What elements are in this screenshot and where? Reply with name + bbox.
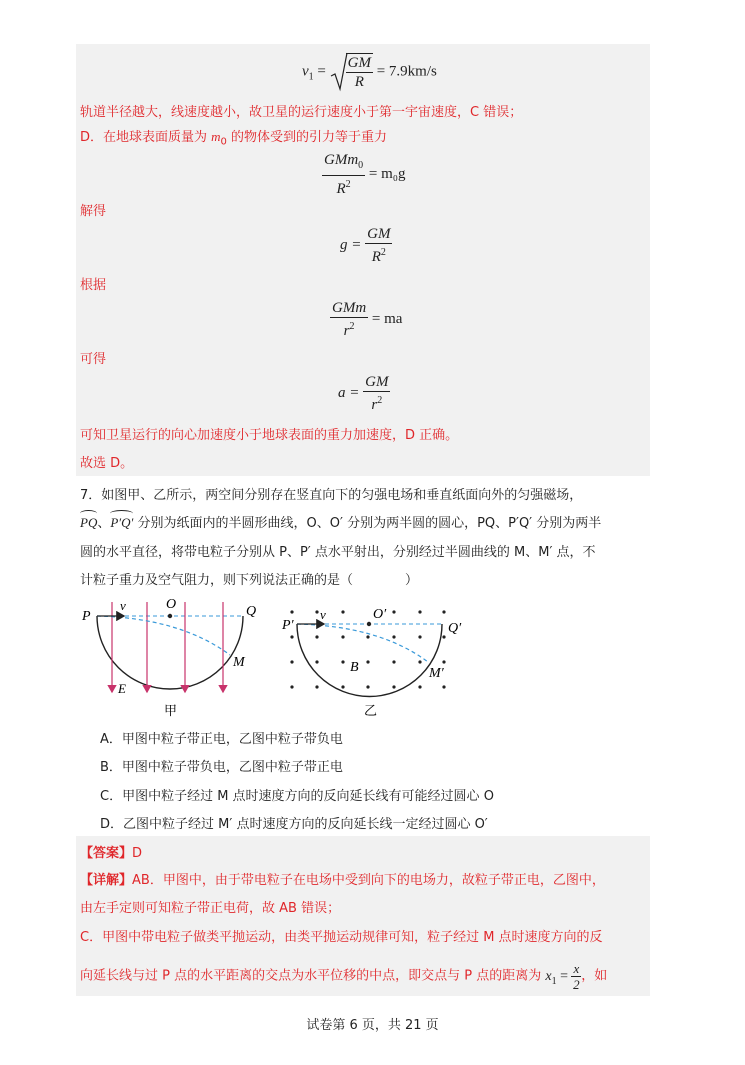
label-m: M xyxy=(233,655,245,670)
label-p: P xyxy=(82,609,91,624)
trajectory-jia xyxy=(97,616,230,655)
label-v-yi: v xyxy=(320,607,326,622)
equation-g: g = $\frac{GM}{R^2}$ xyxy=(340,226,391,265)
equation-ma: $\frac{\text{GMm}}{r^2}$ = ma xyxy=(332,300,403,339)
answer-tag: 【答案】 xyxy=(80,846,133,861)
equation-gravity-rhs: = m₀g xyxy=(368,165,406,182)
center-o-prime xyxy=(367,622,371,626)
caption-yi: 乙 xyxy=(364,704,378,719)
physics-figure xyxy=(0,592,745,722)
text-conclusion: 可知卫星运行的向心加速度小于地球表面的重力加速度，D 正确。 xyxy=(80,428,459,443)
detail-line-2: 由左手定则可知粒子带正电荷，故 AB 错误； xyxy=(80,901,341,916)
label-q-prime: Q′ xyxy=(448,621,462,636)
text-according: 根据 xyxy=(80,278,107,293)
figure-jia xyxy=(81,597,256,719)
label-o-prime: O′ xyxy=(373,607,387,622)
semicircle-pq xyxy=(97,616,243,689)
text-orbit: 轨道半径越大，线速度越小，故卫星的运行速度小于第一宇宙速度，C 错误； xyxy=(80,105,523,120)
label-p-prime: P′ xyxy=(282,618,294,633)
option-d: D．乙图中粒子经过 M′ 点时速度方向的反向延长线一定经过圆心 O′ xyxy=(100,817,488,832)
label-q: Q xyxy=(246,604,257,619)
figure-yi xyxy=(281,607,462,719)
trajectory-yi xyxy=(297,624,428,662)
detail-line-3: C．甲图中带电粒子做类平抛运动，由类平抛运动规律可知，粒子经过 M 点时速度方向的反 xyxy=(80,930,603,945)
equation-ma-rhs: = ma xyxy=(371,310,403,327)
option-a: A．甲图中粒子带正电，乙图中粒子带负电 xyxy=(100,732,343,747)
detail-tag: 【详解】 xyxy=(80,873,133,888)
text-d-post: 的物体受到的引力等于重力 xyxy=(226,130,388,145)
question-line-2: PQ、P′Q′ 分别为纸面内的半圆形曲线，O、O′ 分别为两半圆的圆心，PQ、P′Q′ 分别为两半 xyxy=(80,515,602,531)
answer-line xyxy=(80,842,142,861)
detail-text-4: 向延长线与过 P 点的水平距离的交点为水平位移的中点，即交点与 P 点的距离为 xyxy=(80,968,542,984)
arc-p-prime-q-prime: P′Q′ xyxy=(110,515,134,530)
detail-text-1: AB．甲图中，由于带电粒子在电场中受到向下的电场力，故粒子带正电，乙图中， xyxy=(132,873,605,888)
page-footer: 试卷第 6 页，共 21 页 xyxy=(306,1018,439,1033)
detail-line-4 xyxy=(80,961,607,992)
equation-a-lhs: a = xyxy=(338,384,360,401)
text-obtain: 可得 xyxy=(80,352,107,367)
arc-pq: PQ xyxy=(80,515,98,530)
label-m-prime: M′ xyxy=(429,666,444,681)
question-line-3: 圆的水平直径，将带电粒子分别从 P、P′ 点水平射出，分别经过半圆曲线的 M、M′ 点，不 xyxy=(80,545,596,560)
label-o: O xyxy=(166,597,177,612)
label-e: E xyxy=(118,681,126,696)
text-option-d-intro: D．在地球表面质量为 $m_0$ 的物体受到的引力等于重力 xyxy=(80,129,388,148)
question-line-1: 7．如图甲、乙所示，两空间分别存在竖直向下的匀强电场和垂直纸面向外的匀强磁场， xyxy=(80,488,583,503)
text-choose: 故选 D。 xyxy=(80,456,134,471)
text-solve: 解得 xyxy=(80,204,107,219)
detail-text-4-tail: ，如 xyxy=(581,968,608,984)
detail-line-1 xyxy=(80,869,605,888)
label-v-jia: v xyxy=(120,598,126,613)
equation-x1: $x_1$ = $\frac{x}{2}$ xyxy=(545,961,580,992)
text-d-pre: D．在地球表面质量为 xyxy=(80,130,212,145)
equation-a: a = $\frac{GM}{r^2}$ xyxy=(338,374,389,413)
equation-v1-rhs: = 7.9km/s xyxy=(376,63,437,80)
option-c: C．甲图中粒子经过 M 点时速度方向的反向延长线有可能经过圆心 O xyxy=(100,789,494,804)
label-b: B xyxy=(350,660,359,675)
question-line-2-rest: 分别为纸面内的半圆形曲线，O、O′ 分别为两半圆的圆心，PQ、P′Q′ 分别为两半 xyxy=(137,516,602,531)
equation-v1: $v_1$ = $\frac{GM}{R}$ = 7.9km/s xyxy=(302,52,437,92)
center-o xyxy=(168,614,172,618)
caption-jia: 甲 xyxy=(164,704,178,719)
equation-g-lhs: g = xyxy=(340,236,362,253)
equation-gravity-surface: $\frac{GMm_0}{R^2}$ = m₀g xyxy=(324,152,406,197)
option-b: B．甲图中粒子带负电，乙图中粒子带正电 xyxy=(100,760,343,775)
question-line-4: 计粒子重力及空气阻力，则下列说法正确的是（ ） xyxy=(80,573,419,588)
answer-value: D xyxy=(132,846,143,861)
